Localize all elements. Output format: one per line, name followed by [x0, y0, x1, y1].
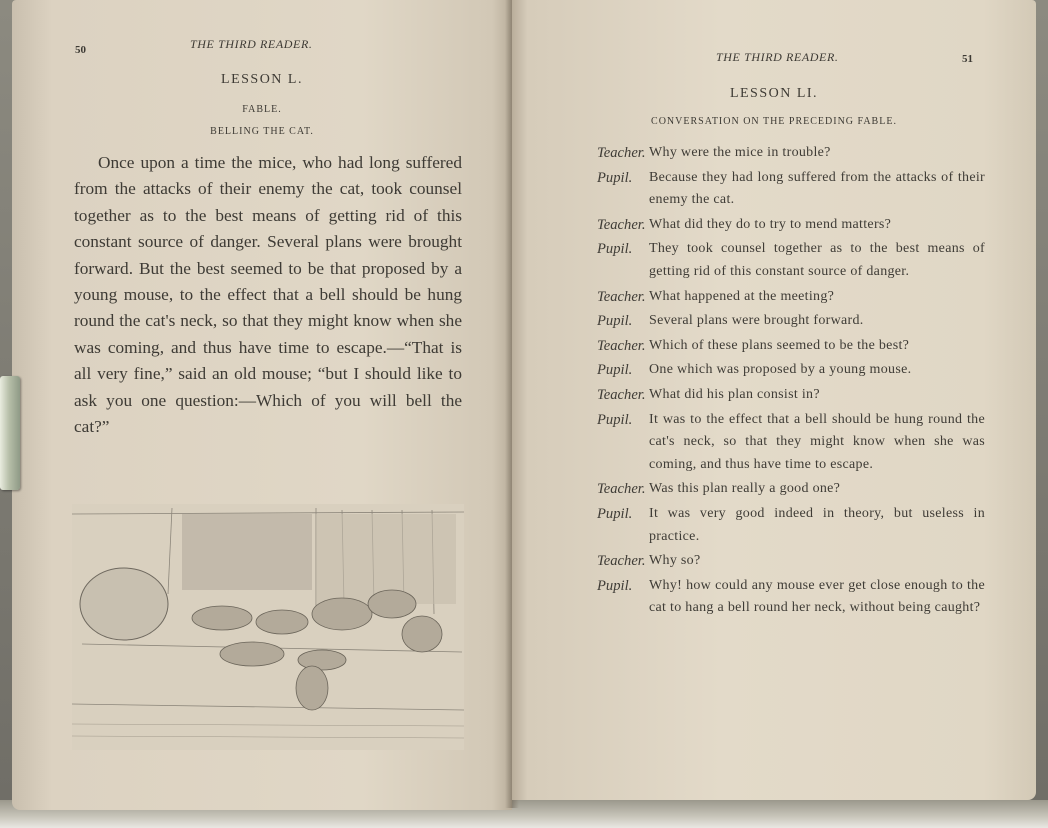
dialogue-line: [597, 575, 985, 620]
dialogue-text: Why were the mice in trouble?: [649, 145, 831, 160]
dialogue-text: Which of these plans seemed to be the best?: [649, 337, 910, 353]
mice-meeting-illustration: [72, 504, 464, 750]
dialogue-line: [597, 359, 985, 382]
speaker-label: Teacher.: [597, 386, 646, 403]
dialogue-line: [597, 142, 985, 165]
dialogue-text: Several plans were brought forward.: [649, 313, 864, 329]
dialogue-text: Why! how could any mouse ever get close enough to the cat to hang a bell round her neck, without being caught?: [649, 577, 985, 616]
dialogue-text: What did they do to try to mend matters?: [649, 216, 892, 232]
fable-title: BELLING THE CAT.: [210, 126, 314, 137]
dialogue-line: [597, 335, 985, 358]
speaker-label: Pupil.: [597, 577, 633, 594]
speaker-label: Pupil.: [597, 362, 633, 379]
speaker-label: Pupil.: [597, 313, 633, 330]
speaker-label: Teacher.: [597, 288, 646, 305]
speaker-label: Teacher.: [597, 216, 646, 233]
dialogue-line: [597, 550, 985, 573]
dialogue-line: [597, 214, 985, 237]
speaker-label: Teacher.: [597, 553, 646, 570]
dialogue-line: [597, 503, 985, 548]
dialogue-line: [597, 310, 985, 333]
speaker-label: Teacher.: [597, 145, 646, 161]
dialogue-text: Was this plan really a good one?: [649, 481, 841, 497]
dialogue-line: [597, 478, 985, 501]
right-running-head: THE THIRD READER.: [716, 50, 839, 64]
speaker-label: Pupil.: [597, 241, 633, 258]
page-clip: [0, 376, 20, 490]
dialogue-text: Why so?: [649, 553, 701, 569]
dialogue-text: It was very good indeed in theory, but useless in practice.: [649, 505, 985, 544]
speaker-label: Teacher.: [597, 337, 646, 354]
dialogue-text: Because they had long suffered from the attacks of their enemy the cat.: [649, 169, 985, 208]
left-page-number: 50: [75, 44, 86, 56]
left-running-head: THE THIRD READER.: [190, 37, 313, 51]
dialogue-line: [597, 286, 985, 309]
speaker-label: Pupil.: [597, 505, 633, 522]
right-lesson-title: LESSON LI.: [729, 86, 819, 101]
speaker-label: Pupil.: [597, 411, 633, 428]
dialogue-text: What did his plan consist in?: [649, 386, 820, 402]
dialogue-text: It was to the effect that a bell should be hung round the cat's neck, so that they might know when she was coming, and thus have time to escape.: [649, 411, 985, 472]
speaker-label: Teacher.: [597, 481, 646, 498]
left-lesson-title: LESSON L.: [221, 72, 303, 87]
dialogue-line: [597, 384, 985, 407]
dialogue-line: [597, 238, 985, 283]
fable-paragraph: Once upon a time the mice, who had long suffered from the attacks of their enemy the cat, took counsel together as to the best means of getting rid of this constant source of danger. Several plans were brought forward. But the best seemed to be that proposed by a young mouse, to the effect that a bell should be hung round the cat's neck, so that they might know when she was coming, and thus have time to escape.—“That is all very fine,” said an old mouse; “but I should like to ask you one question:—Which of you will bell the cat?”: [74, 153, 462, 437]
right-page-number: 51: [962, 53, 973, 65]
dialogue-text: One which was proposed by a young mouse.: [649, 362, 912, 378]
conversation: [597, 142, 985, 622]
fable-text: [74, 150, 462, 440]
speaker-label: Pupil.: [597, 169, 633, 186]
dialogue-line: [597, 409, 985, 477]
left-page: [12, 0, 512, 810]
dialogue-line: [597, 167, 985, 212]
dialogue-text: What happened at the meeting?: [649, 288, 835, 304]
conversation-title: CONVERSATION ON THE PRECEDING FABLE.: [651, 116, 897, 127]
fable-label: FABLE.: [242, 104, 282, 115]
dialogue-text: They took counsel together as to the best means of getting rid of this constant source of danger.: [649, 241, 985, 279]
